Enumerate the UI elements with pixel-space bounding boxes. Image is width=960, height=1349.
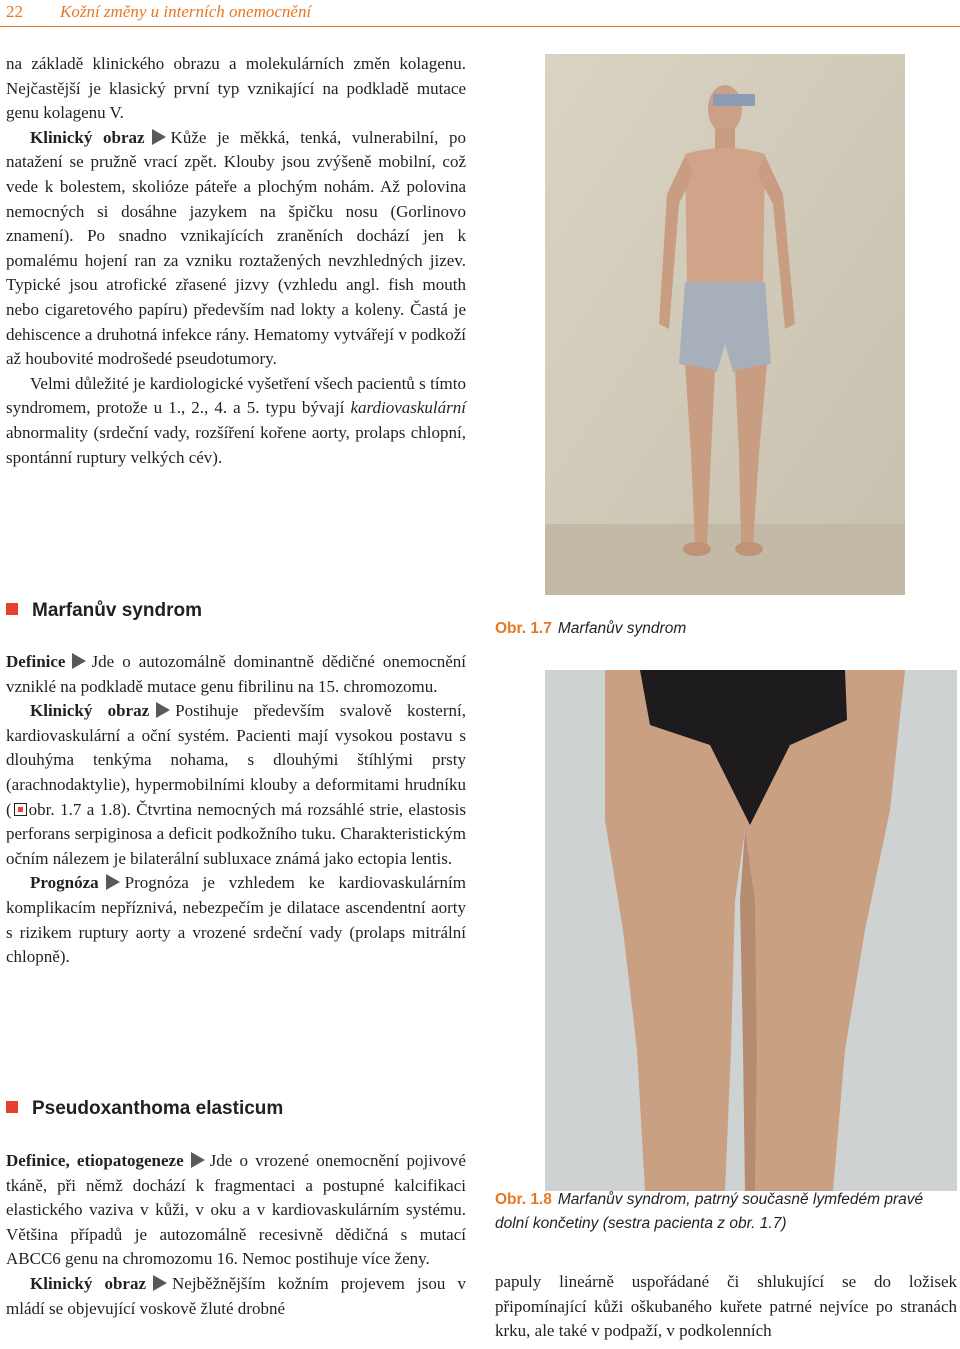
marfan-text — [6, 650, 466, 970]
standing-patient-illustration — [545, 54, 905, 595]
intro-text — [6, 52, 466, 470]
figure-1-7-photo — [545, 54, 905, 595]
section-bullet-icon — [6, 1101, 18, 1113]
marfan-clinical: Klinický obraz Postihuje především svalově kosterní, kardiovaskulární a oční systém. Pacienti mají vysokou postavu s dlouhýma tenkýma nohama, s dlouhými štíhlými prsty (arachnodaktylie), hypermobilními klouby a deformitami hrudníku ( obr. 1.7 a 1.8). Čtvrtina nemocných má rozsáhlé strie, elastosis perforans serpiginosa a deficit podkožního tuku. Charakteristickým očním nálezem je bilaterální subluxace známá jako ectopia lentis. — [6, 701, 466, 868]
pxe-text — [6, 1149, 466, 1321]
right-column-text: papuly lineárně uspořádané či shlukující se do ložisek připomínající kůži oškubaného kuřete patrné nejvíce po stranách krku, ale také v podpaží, v podkolenních — [495, 1272, 957, 1341]
pxe-definition: Definice, etiopatogeneze Jde o vrozené onemocnění pojivové tkáně, při němž dochází k fragmentaci a postupné kalcifikaci elastického vaziva v kůži, v oku a v kardiovaskulárním systému. Většina případů je autozomálně recesivně dědičná s mutací ABCC6 genu na chromozomu 16. Nemoc postihuje více ženy. — [6, 1151, 466, 1269]
figure-1-7-caption: Obr. 1.7 Marfanův syndrom — [495, 620, 687, 637]
pxe-clinical: Klinický obraz Nejběžnějším kožním projevem jsou v mládí se objevující voskově žluté drobné — [6, 1273, 466, 1318]
intro-cardio-paragraph: Velmi důležité je kardiologické vyšetření všech pacientů s tímto syndromem, protože u 1., 2., 4. a 5. typu bývají kardiovaskulární abnormality (srdeční vady, rozšíření kořene aorty, prolaps chlopní, spontánní ruptury velkých cév). — [6, 373, 466, 467]
figure-1-8-caption: Obr. 1.8 Marfanův syndrom, patrný současně lymfedém pravé dolní končetiny (sestra pacienta z obr. 1.7) — [495, 1191, 924, 1232]
legs-illustration — [545, 670, 957, 1191]
intro-clinical-paragraph: Klinický obraz Kůže je měkká, tenká, vulnerabilní, po natažení se pružně vrací zpět. Klouby jsou zvýšeně mobilní, což vede k bolestem, skolióze páteře a plochým nohám. Až polovina nemocných si dosáhne jazykem na špičku nosu (Gorlinovo znamení). Po snadno vznikajících zraněních dochází jen k pomalému hojení ran za vzniku roztažených nevzhledných jizev. Typické jsou atrofické zřasené jizvy (vzhledu angl. fish mouth nebo cigaretového papíru) především nad lokty a koleny. Častá je dehiscence a druhotná infekce rány. Hematomy vytvářejí v podkoží až houbovité modrošedé pseudotumory. — [6, 127, 466, 369]
arrow-icon — [191, 1152, 205, 1168]
marfan-prognosis: Prognóza Prognóza je vzhledem ke kardiovaskulárním komplikacím nepříznivá, nebezpečím je dilatace ascendentní aorty s rizikem ruptury aorty a vrozené srdeční vady (prolaps mitrální chlopně). — [6, 873, 466, 967]
figure-reference-link[interactable]: obr. 1.7 a 1.8 — [28, 799, 121, 819]
intro-paragraph: na základě klinického obrazu a molekulárních změn kolagenu. Nejčastější je klasický první typ vznikající na podkladě mutace genu kolagenu V. — [6, 54, 466, 123]
running-title: Kožní změny u interních onemocnění — [60, 2, 312, 21]
arrow-icon — [152, 129, 166, 145]
anonymization-bar — [713, 94, 755, 106]
figure-1-8-photo — [545, 670, 957, 1191]
section-bullet-icon — [6, 603, 18, 615]
arrow-icon — [72, 653, 86, 669]
arrow-icon — [156, 702, 170, 718]
section-title-pxe: Pseudoxanthoma elasticum — [6, 1098, 283, 1120]
section-title-marfan: Marfanův syndrom — [6, 600, 202, 622]
arrow-icon — [106, 874, 120, 890]
page-header — [0, 0, 960, 27]
page-number: 22 — [6, 2, 23, 21]
marfan-definition: Definice Jde o autozomálně dominantně dědičné onemocnění vzniklé na podkladě mutace genu fibrilinu na 15. chromozomu. — [6, 652, 466, 696]
figure-reference-icon[interactable] — [14, 803, 27, 816]
arrow-icon — [153, 1275, 167, 1291]
